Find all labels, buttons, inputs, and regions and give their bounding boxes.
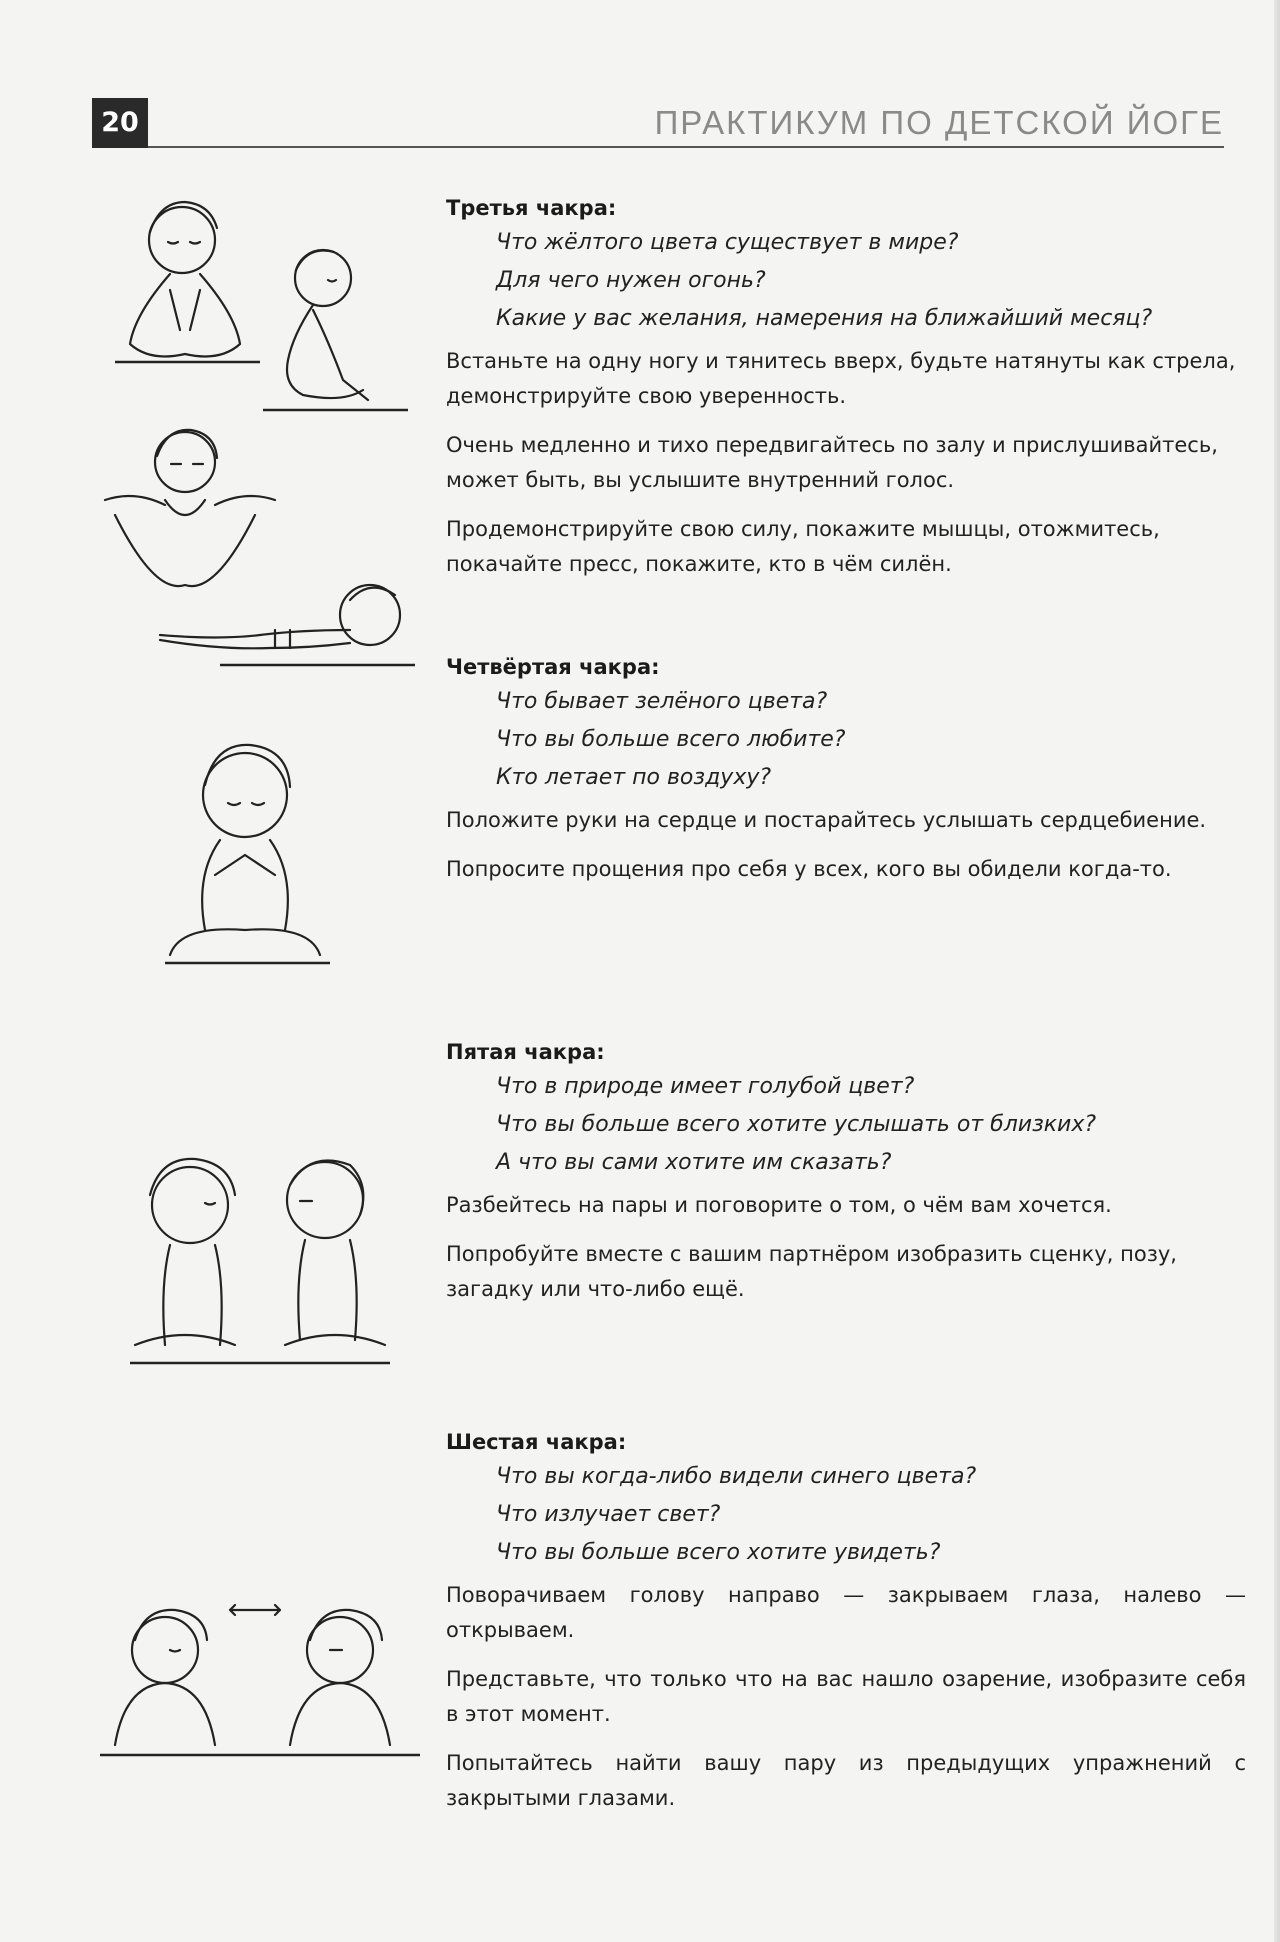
section-title: Третья чакра: — [446, 196, 617, 220]
question: Что в природе имеет голубой цвет? — [496, 1074, 915, 1099]
page-edge — [1274, 0, 1280, 1942]
question: Какие у вас желания, намерения на ближайший месяц? — [496, 306, 1153, 331]
paragraph: Представьте, что только что на вас нашло озарение, изобразите себя в этот момент. — [446, 1667, 1246, 1726]
paragraph: Встаньте на одну ногу и тянитесь вверх, будьте натянуты как стрела, демонстрируйте свою уверенность. — [446, 349, 1236, 408]
question: Что излучает свет? — [496, 1502, 721, 1527]
section-sixth-chakra — [446, 1430, 1246, 1830]
question: Кто летает по воздуху? — [496, 765, 772, 790]
question: Что вы когда-либо видели синего цвета? — [496, 1464, 977, 1489]
illustration-butterfly-pose — [95, 420, 285, 595]
paragraph: Продемонстрируйте свою силу, покажите мышцы, отожмитесь, покачайте пресс, покажите, кто в чём силён. — [446, 517, 1160, 576]
illustration-lying-child — [150, 580, 420, 675]
question: А что вы сами хотите им сказать? — [496, 1150, 892, 1175]
section-third-chakra — [446, 196, 1246, 596]
paragraph: Попросите прощения про себя у всех, кого вы обидели когда-то. — [446, 857, 1172, 881]
section-title: Шестая чакра: — [446, 1430, 627, 1454]
running-title: ПРАКТИКУМ ПО ДЕТСКОЙ ЙОГЕ — [654, 104, 1224, 141]
question: Для чего нужен огонь? — [496, 268, 766, 293]
section-title: Пятая чакра: — [446, 1040, 605, 1064]
section-fourth-chakra — [446, 655, 1246, 901]
page-number: 20 — [92, 98, 148, 148]
paragraph: Очень медленно и тихо передвигайтесь по залу и прислушивайтесь, может быть, вы услышите внутренний голос. — [446, 433, 1218, 492]
paragraph: Попробуйте вместе с вашим партнёром изобразить сценку, позу, загадку или что-либо ещё. — [446, 1242, 1177, 1301]
question: Что вы больше всего любите? — [496, 727, 846, 752]
question: Что вы больше всего хотите увидеть? — [496, 1540, 941, 1565]
question: Что вы больше всего хотите услышать от близких? — [496, 1112, 1097, 1137]
illustration-meditating-child — [110, 190, 260, 370]
paragraph: Попытайтесь найти вашу пару из предыдущих упражнений с закрытыми глазами. — [446, 1751, 1246, 1810]
paragraph: Поворачиваем голову направо — закрываем глаза, налево — открываем. — [446, 1583, 1246, 1642]
section-title: Четвёртая чакра: — [446, 655, 660, 679]
question: Что бывает зелёного цвета? — [496, 689, 828, 714]
illustration-kneeling-child — [258, 240, 408, 415]
paragraph: Разбейтесь на пары и поговорите о том, о чём вам хочется. — [446, 1193, 1112, 1217]
illustration-hands-on-heart — [160, 735, 330, 970]
question: Что жёлтого цвета существует в мире? — [496, 230, 959, 255]
header-rule — [148, 146, 1224, 148]
paragraph: Положите руки на сердце и постарайтесь услышать сердцебиение. — [446, 808, 1207, 832]
illustration-two-children-talking — [125, 1145, 395, 1370]
section-fifth-chakra — [446, 1040, 1246, 1321]
illustration-turning-heads — [100, 1595, 420, 1765]
